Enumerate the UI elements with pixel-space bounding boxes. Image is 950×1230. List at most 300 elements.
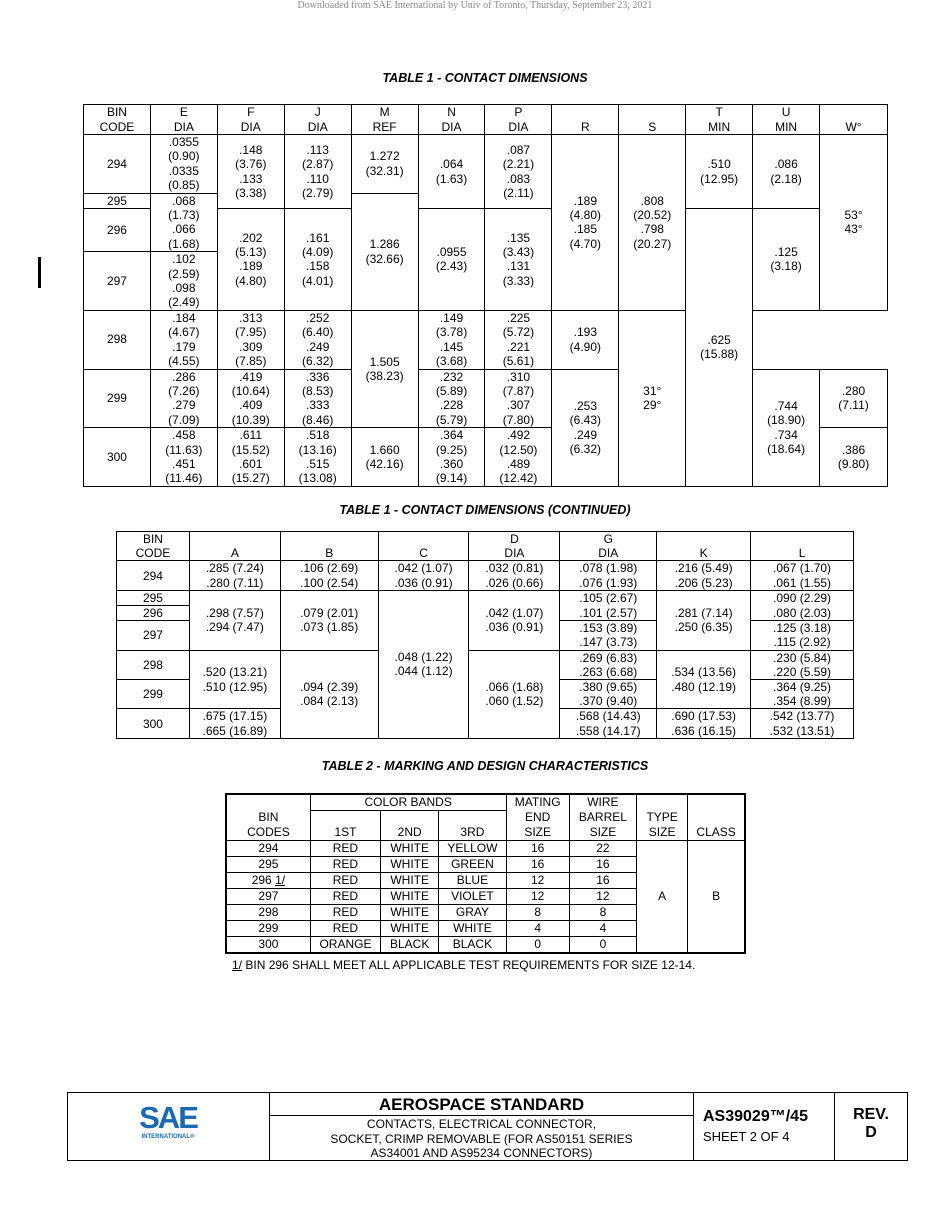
bin-code: 298 [226, 905, 310, 921]
text-line: .221 [506, 339, 531, 354]
text-line: .253 [573, 398, 598, 413]
text-line: MIN [775, 119, 798, 134]
u-min-value [820, 369, 888, 428]
text-line: (3.33) [502, 273, 535, 288]
band-1st: RED [310, 889, 380, 905]
text-line: .079 (2.01) [300, 606, 359, 621]
text-line: (3.18) [770, 259, 802, 274]
text-line: .068 [172, 193, 196, 208]
b-value [280, 590, 378, 650]
s-value [753, 369, 820, 486]
text-line: .249 [306, 339, 330, 354]
band-3rd: GRAY [439, 905, 506, 921]
text-line: .216 (5.49) [674, 561, 733, 576]
text-line: (4.70) [569, 236, 602, 251]
text-line: .515 [306, 456, 330, 471]
table2-row-294 [226, 841, 745, 857]
bin-code: 294 [226, 841, 310, 857]
text-line: 53° [844, 208, 863, 223]
text-line: .518 [306, 428, 330, 443]
f-dia-value [217, 135, 284, 209]
text-line: (4.09) [302, 245, 334, 260]
text-line: G [603, 532, 613, 546]
revision-label: REV. [853, 1106, 889, 1123]
footnote [232, 958, 695, 972]
l-value [751, 650, 854, 679]
text-line: N [447, 105, 456, 120]
text-line: .808 [640, 193, 664, 208]
text-line: (15.88) [700, 347, 739, 362]
text-line: .298 (7.57) [205, 606, 264, 621]
g-dia-value [560, 650, 657, 679]
text-line: .032 (0.81) [485, 561, 544, 576]
text-line: .636 (16.15) [671, 723, 736, 738]
m-ref-value [351, 428, 418, 487]
text-line: (3.38) [235, 185, 267, 200]
text-line: .193 [573, 325, 598, 340]
text-line: 1.272 [369, 149, 400, 164]
l-value [751, 561, 854, 590]
p-dia-value [485, 310, 552, 369]
text-line: (12.95) [700, 171, 739, 186]
w-angle-value [820, 135, 888, 311]
text-line: BIN [258, 810, 279, 824]
bin-code: 300 [226, 937, 310, 954]
text-line: .206 (5.23) [674, 575, 733, 590]
type-size-value: A [637, 841, 688, 954]
bin-code: 297 [84, 252, 151, 311]
l-value [751, 621, 854, 650]
header-type-size [637, 794, 688, 841]
bin-code: 299 [226, 921, 310, 937]
j-dia-value [284, 369, 351, 428]
bin-code: 294 [117, 561, 190, 590]
header-u-min [753, 105, 820, 135]
text-line: .135 [506, 230, 531, 245]
band-1st: RED [310, 857, 380, 873]
text-line: (9.25) [435, 442, 468, 457]
text-line: .042 (1.07) [394, 561, 453, 576]
text-line: (18.64) [767, 442, 806, 457]
text-line: (5.72) [502, 325, 535, 340]
text-line: (32.31) [365, 163, 404, 178]
text-line: (5.79) [435, 412, 468, 427]
k-value [657, 650, 751, 709]
text-line: (9.14) [435, 471, 468, 486]
text-line: DIA [307, 119, 328, 134]
mating-end-size: 8 [506, 905, 569, 921]
u-min-value [552, 310, 619, 369]
r-value [552, 369, 619, 486]
text-line: .601 [239, 456, 263, 471]
f-dia-value [217, 310, 284, 369]
m-ref-value [351, 310, 418, 427]
text-line: (6.32) [569, 442, 602, 457]
header-e-dia [150, 105, 217, 135]
note-reference: 1/ [275, 873, 286, 887]
header-bin-code [84, 105, 151, 135]
wire-barrel-size: 0 [569, 937, 636, 954]
text-line: END [524, 810, 551, 824]
text-line: .665 (16.89) [202, 723, 268, 738]
text-line: (5.89) [435, 383, 468, 398]
text-line: (13.16) [298, 442, 337, 457]
bin-code: 299 [84, 369, 151, 428]
text-line: .294 (7.47) [205, 620, 264, 635]
text-line: (2.21) [502, 157, 535, 172]
f-dia-value [217, 209, 284, 311]
e-dia-value [150, 252, 217, 311]
text-line: (8.53) [302, 383, 334, 398]
text-line: .115 (2.92) [773, 635, 831, 650]
band-2nd: WHITE [381, 873, 439, 889]
text-line: DIA [598, 546, 619, 561]
text-line: .076 (1.93) [579, 575, 638, 590]
text-line: .364 (9.25) [773, 680, 832, 695]
header-l: L [751, 532, 854, 561]
text-line: (11.63) [165, 442, 203, 457]
text-line: .734 [774, 427, 798, 442]
band-1st: RED [310, 921, 380, 937]
text-line: BIN [142, 532, 163, 546]
text-line: .148 [239, 142, 263, 157]
text-line: .0335 [168, 163, 199, 178]
text-line: .158 [306, 259, 330, 274]
bin-code: 300 [84, 428, 151, 487]
text-line: BIN [106, 105, 127, 120]
text-line: (20.27) [633, 236, 672, 251]
header-g-dia [560, 532, 657, 561]
text-line: (6.40) [302, 325, 334, 340]
g-dia-value [560, 621, 657, 650]
text-line: 1.505 [369, 354, 400, 369]
text-line: .333 [306, 398, 330, 413]
text-line: .189 [239, 259, 263, 274]
n-dia-value [418, 428, 485, 487]
text-line: .102 [172, 252, 196, 267]
text-line: .309 [239, 339, 263, 354]
band-3rd: BLACK [439, 937, 506, 954]
text-line: (4.80) [569, 208, 602, 223]
g-dia-value [560, 561, 657, 590]
header-c: C [378, 532, 469, 561]
text-line: (42.16) [365, 456, 404, 471]
text-line: .285 (7.24) [205, 561, 264, 576]
l-value [751, 680, 854, 709]
text-line: .113 [306, 142, 329, 157]
text-line: .060 (1.52) [485, 694, 544, 709]
t-min-value [686, 135, 753, 209]
a-value [189, 709, 280, 738]
text-line: (11.46) [165, 471, 203, 486]
text-line: .690 (17.53) [671, 709, 736, 724]
header-r: R [552, 105, 619, 135]
text-line: .228 [439, 398, 464, 413]
text-line: .360 [439, 456, 464, 471]
text-line: .078 (1.98) [579, 561, 638, 576]
text-line: .286 [172, 369, 196, 384]
j-dia-value [284, 310, 351, 369]
wire-barrel-size: 16 [569, 873, 636, 889]
text-line: .225 [506, 310, 531, 325]
text-line: (7.26) [168, 383, 200, 398]
text-line: .100 (2.54) [300, 575, 359, 590]
footnote-text: BIN 296 SHALL MEET ALL APPLICABLE TEST REQUIREMENTS FOR SIZE 12-14. [242, 958, 696, 972]
mating-end-size: 16 [506, 857, 569, 873]
bin-code: 297 [226, 889, 310, 905]
text-line: .185 [573, 222, 598, 237]
n-dia-value [418, 209, 485, 311]
text-line: 1.286 [369, 237, 400, 252]
text-line: (0.90) [168, 149, 200, 164]
header-bin-codes [226, 794, 310, 841]
header-color-bands: COLOR BANDS [310, 794, 506, 811]
d-dia-value [469, 590, 560, 650]
text-line: .090 (2.29) [773, 591, 832, 606]
text-line: .220 (5.59) [773, 664, 832, 679]
table1-title: TABLE 1 - CONTACT DIMENSIONS [382, 71, 588, 85]
text-line: .675 (17.15) [202, 709, 268, 724]
text-line: .542 (13.77) [769, 709, 835, 724]
text-line: TYPE [646, 810, 678, 824]
text-line: (7.87) [502, 383, 535, 398]
text-line: SIZE [589, 825, 617, 839]
header-s: S [619, 105, 686, 135]
table1-row-299 [84, 369, 888, 428]
e-dia-value [150, 310, 217, 369]
text-line: .409 [239, 398, 263, 413]
text-line: .744 [774, 398, 798, 413]
d-dia-value [469, 650, 560, 738]
p-dia-value [485, 428, 552, 487]
text-line: .036 (0.91) [394, 575, 453, 590]
text-line: DIA [508, 119, 529, 134]
text-line: E [179, 105, 188, 120]
m-ref-value [351, 193, 418, 310]
revision-change-bar [38, 257, 41, 288]
text-line: .313 [239, 310, 263, 325]
text-line: .280 [841, 383, 866, 398]
table2-marking-design [225, 793, 746, 954]
text-line: SOCKET, CRIMP REMOVABLE (FOR AS50151 SERIES [330, 1131, 633, 1146]
document-number: AS39029™/45 [703, 1108, 808, 1125]
p-dia-value [485, 209, 552, 311]
footnote-ref: 1/ [232, 958, 243, 972]
text-line: .106 (2.69) [300, 561, 359, 576]
text-line: (7.11) [838, 398, 869, 413]
text-line: .161 [306, 230, 330, 245]
text-line: .534 (13.56) [671, 665, 736, 680]
text-line: .249 [573, 427, 598, 442]
title-block [67, 1092, 908, 1161]
header-a: A [189, 532, 280, 561]
revision-value: D [865, 1124, 877, 1141]
text-line: .064 [439, 157, 464, 172]
text-line: .026 (0.66) [485, 575, 544, 590]
mating-end-size: 16 [506, 841, 569, 857]
description-cell [270, 1093, 694, 1160]
text-line: (4.80) [235, 273, 267, 288]
text-line: .094 (2.39) [300, 680, 359, 695]
text-line: (4.55) [168, 354, 200, 369]
band-3rd: YELLOW [439, 841, 506, 857]
text-line: (2.11) [503, 185, 534, 200]
text-line: .798 [640, 222, 664, 237]
p-dia-value [485, 135, 552, 209]
text-line: P [514, 105, 523, 120]
wire-barrel-size: 4 [569, 921, 636, 937]
j-dia-value [284, 428, 351, 487]
text-line: (3.68) [435, 354, 468, 369]
text-line: AS34001 AND AS95234 CONNECTORS) [370, 1146, 593, 1160]
text-line: (7.09) [168, 412, 200, 427]
text-line: .066 [172, 222, 196, 237]
table1c-row-294 [117, 561, 854, 590]
table1-row-298 [84, 310, 888, 369]
band-3rd: BLUE [439, 873, 506, 889]
text-line: (1.73) [168, 208, 200, 223]
k-value [657, 709, 751, 738]
header-b: B [280, 532, 378, 561]
k-value [657, 561, 751, 590]
sae-logo-sub-text: INTERNATIONAL [141, 1134, 191, 1140]
text-line: .149 [439, 310, 464, 325]
text-line: .568 (14.43) [575, 709, 641, 724]
c-value [378, 590, 469, 738]
header-wire-barrel-size [569, 794, 636, 841]
b-value [280, 650, 378, 738]
header-p-dia [485, 105, 552, 135]
aerospace-standard-heading: AEROSPACE STANDARD [270, 1093, 693, 1116]
text-line: .061 (1.55) [773, 575, 832, 590]
header-bin-code [117, 532, 190, 561]
text-line: .0955 [436, 245, 467, 260]
text-line: .105 (2.67) [579, 591, 638, 606]
text-line: .269 (6.83) [579, 650, 638, 665]
text-line: SIZE [648, 825, 676, 839]
text-line: .073 (1.85) [300, 620, 359, 635]
text-line: .083 [506, 171, 531, 186]
text-line: (12.42) [499, 471, 538, 486]
text-line: (1.63) [435, 171, 468, 186]
text-line: (32.66) [365, 251, 404, 266]
text-line: .281 (7.14) [674, 606, 733, 621]
text-line: (4.90) [569, 339, 602, 354]
table1-continued [116, 531, 854, 739]
table1-contact-dimensions [83, 104, 888, 487]
band-2nd: WHITE [381, 841, 439, 857]
header-t-min [686, 105, 753, 135]
text-line: (18.90) [767, 413, 806, 428]
text-line: .189 [573, 193, 598, 208]
g-dia-value [560, 680, 657, 709]
text-line: .042 (1.07) [485, 606, 544, 621]
bin-code: 297 [117, 621, 190, 650]
a-value [189, 650, 280, 709]
text-line: .179 [172, 339, 196, 354]
bin-code: 296 [84, 209, 151, 252]
text-line: (3.78) [435, 325, 468, 340]
header-w-angle: W° [820, 105, 888, 135]
text-line: .125 [774, 245, 798, 260]
text-line: (8.46) [302, 412, 334, 427]
text-line: (9.80) [837, 456, 870, 471]
doc-number-cell [694, 1093, 835, 1160]
text-line: .307 [506, 398, 531, 413]
text-line: .336 [306, 369, 330, 384]
text-line: .184 [172, 310, 196, 325]
text-line: (2.87) [302, 157, 334, 172]
text-line: .098 [172, 281, 196, 296]
table1c-title: TABLE 1 - CONTACT DIMENSIONS (CONTINUED) [339, 503, 631, 517]
text-line: (15.52) [231, 442, 270, 457]
text-line: .036 (0.91) [485, 620, 544, 635]
text-line: .067 (1.70) [773, 561, 832, 576]
text-line: MATING [514, 795, 561, 809]
table1c-row-298 [117, 650, 854, 679]
sheet-number: SHEET 2 OF 4 [703, 1129, 790, 1144]
text-line: .133 [239, 171, 263, 186]
j-dia-value [284, 135, 351, 209]
text-line: .087 [506, 142, 531, 157]
sae-logo-mark: SAE [139, 1100, 197, 1135]
text-line: CODES [247, 825, 290, 839]
band-3rd: WHITE [439, 921, 506, 937]
bin-code: 298 [117, 650, 190, 679]
text-line: .101 (2.57) [579, 605, 638, 620]
text-line: (10.39) [231, 412, 270, 427]
text-line: 1.660 [369, 442, 400, 457]
text-line: (2.43) [435, 259, 468, 274]
text-line: .0355 [168, 135, 199, 149]
table1c-row-295 [117, 590, 854, 605]
w-angle-value [619, 310, 686, 486]
text-line: WIRE [587, 795, 619, 809]
e-dia-value [150, 135, 217, 194]
table1-row-294 [84, 135, 888, 194]
text-line: DIA [504, 546, 525, 561]
class-value: B [688, 841, 745, 954]
text-line: DIA [173, 119, 194, 134]
text-line: 29° [643, 398, 662, 413]
text-line: .279 [172, 398, 196, 413]
table2-title: TABLE 2 - MARKING AND DESIGN CHARACTERISTICS [321, 759, 649, 773]
e-dia-value [150, 369, 217, 428]
u-min-value [753, 209, 820, 311]
table1-header-row [84, 105, 888, 135]
text-line: .510 [707, 157, 731, 172]
text-line: U [781, 105, 791, 120]
text-line: .048 (1.22) [394, 650, 453, 665]
text-line: .489 [506, 456, 531, 471]
mating-end-size: 4 [506, 921, 569, 937]
table1c-header-row [117, 532, 854, 561]
header-k: K [657, 532, 751, 561]
text-line: .480 (12.19) [671, 679, 736, 694]
text-line: J [314, 105, 321, 120]
text-line: (4.01) [302, 273, 334, 288]
band-3rd: VIOLET [439, 889, 506, 905]
wire-barrel-size: 22 [569, 841, 636, 857]
text-line: .044 (1.12) [394, 664, 453, 679]
text-line: F [247, 105, 255, 120]
text-line: .232 [439, 369, 464, 384]
header-class: CLASS [688, 794, 745, 841]
s-value [619, 135, 686, 311]
text-line: (1.68) [168, 236, 200, 251]
band-1st: RED [310, 905, 380, 921]
wire-barrel-size: 16 [569, 857, 636, 873]
